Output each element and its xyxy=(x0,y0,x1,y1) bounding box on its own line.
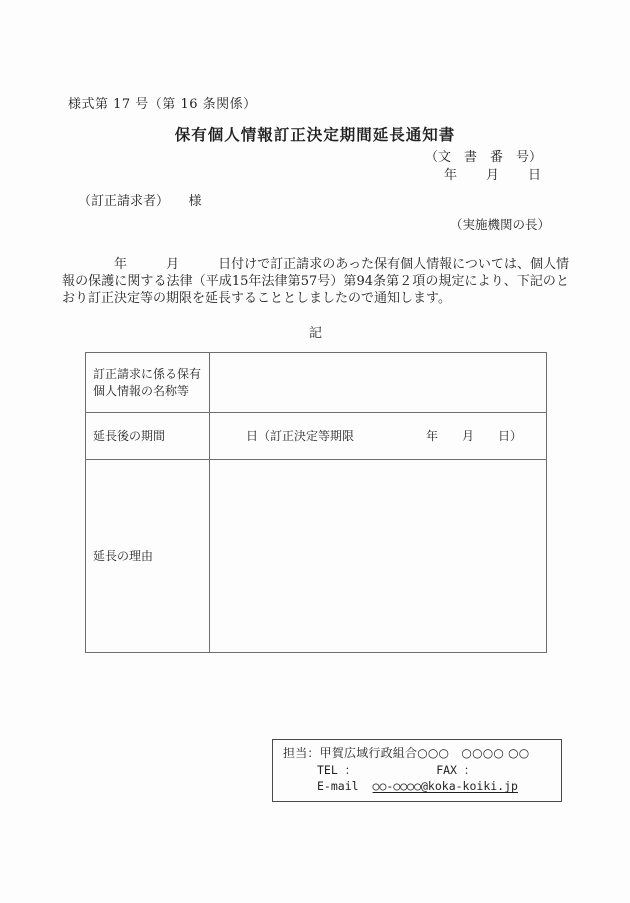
fax-label: FAX ： xyxy=(436,762,476,777)
table-row-period xyxy=(86,413,547,460)
email-address: ○○-○○○○@koka-koiki.jp xyxy=(372,779,518,793)
row-name-value xyxy=(210,353,547,413)
row-reason-label: 延長の理由 xyxy=(86,460,210,653)
notice-table xyxy=(85,352,547,653)
sender-line: （実施機関の長） xyxy=(450,217,551,232)
form-number: 様式第 17 号（第 16 条関係） xyxy=(68,97,257,112)
row-period-value: 日（訂正決定等期限 年 月 日） xyxy=(210,413,547,460)
document-number-placeholder: （文 書 番 号） xyxy=(424,150,542,165)
table-row-name xyxy=(86,353,547,413)
email-label: E-mail xyxy=(317,779,359,793)
contact-department: 担当：甲賀広域行政組合○○○ ○○○○ ○○ xyxy=(283,746,530,760)
row-reason-value xyxy=(210,460,547,653)
row-name-label: 訂正請求に係る保有個人情報の名称等 xyxy=(86,353,210,413)
table-row-reason xyxy=(86,460,547,653)
ki-heading: 記 xyxy=(308,326,322,341)
contact-email-line xyxy=(283,778,561,795)
addressee-line: （訂正請求者） 様 xyxy=(78,194,202,209)
date-placeholder: 年 月 日 xyxy=(443,168,542,183)
body-paragraph: 年 月 日付けで訂正請求のあった保有個人情報については、個人情報の保護に関する法律（平成15年法律第57号）第94条第２項の規定により、下記のとおり訂正決定等の期限を延長することとしましたので通知します。 xyxy=(62,257,569,307)
contact-tel-fax-line xyxy=(283,762,561,779)
page-title: 保有個人情報訂正決定期間延長通知書 xyxy=(174,125,456,144)
contact-box xyxy=(272,739,562,802)
tel-label: TEL ： xyxy=(317,762,357,777)
row-period-label: 延長後の期間 xyxy=(86,413,210,460)
